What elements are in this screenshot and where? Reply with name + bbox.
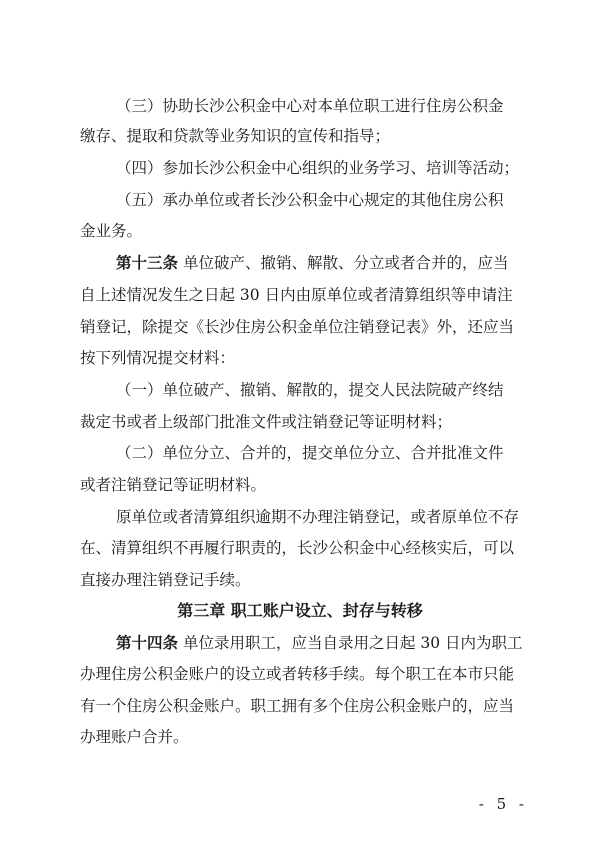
- article-13-line-2: 自上述情况发生之日起 30 日内由原单位或者清算组织等申请注: [80, 286, 513, 304]
- article-13-line-3: 销登记，除提交《长沙住房公积金单位注销登记表》外，还应当: [80, 318, 515, 336]
- sub-2-line-1: （二）单位分立、合并的，提交单位分立、合并批准文件: [116, 444, 504, 462]
- sub-1-line-1: （一）单位破产、撤销、解散的，提交人民法院破产终结: [116, 381, 504, 399]
- cancel-para-line-1: 原单位或者清算组织逾期不办理注销登记，或者原单位不存: [116, 508, 520, 526]
- sub-1-line-2: 裁定书或者上级部门批准文件或注销登记等证明材料；: [80, 413, 453, 431]
- article-14-label: 第十四条: [116, 634, 179, 652]
- sub-2-line-2: 或者注销登记等证明材料。: [80, 476, 267, 494]
- article-14-line-2: 办理住房公积金账户的设立或者转移手续。每个职工在本市只能: [80, 665, 515, 683]
- article-13-line-4: 按下列情况提交材料：: [80, 349, 236, 367]
- article-13-text-1: 单位破产、撤销、解散、分立或者合并的，应当: [182, 254, 509, 272]
- item-3-line-2: 缴存、提取和贷款等业务知识的宣传和指导；: [80, 127, 391, 145]
- article-14-line-4: 办理账户合并。: [80, 728, 189, 746]
- cancel-para-line-2: 在、清算组织不再履行职责的，长沙公积金中心经核实后，可以: [80, 539, 515, 557]
- item-3-line-1: （三）协助长沙公积金中心对本单位职工进行住房公积金: [116, 97, 504, 115]
- page-number: - 5 -: [478, 795, 528, 813]
- chapter-3-heading: 第三章 职工账户设立、封存与转移: [177, 601, 423, 620]
- article-14-text-1: 单位录用职工，应当自录用之日起 30 日内为职工: [182, 634, 523, 652]
- article-13-label: 第十三条: [116, 254, 179, 272]
- item-5-line-1: （五）承办单位或者长沙公积金中心规定的其他住房公积: [116, 191, 504, 209]
- item-4-line-1: （四）参加长沙公积金中心组织的业务学习、培训等活动；: [116, 159, 520, 177]
- item-5-line-2: 金业务。: [80, 222, 143, 240]
- article-14-line-3: 有一个住房公积金账户。职工拥有多个住房公积金账户的，应当: [80, 697, 515, 715]
- article-14-line-1: [116, 633, 556, 653]
- article-13-line-1: [116, 253, 556, 273]
- cancel-para-line-3: 直接办理注销登记手续。: [80, 571, 251, 589]
